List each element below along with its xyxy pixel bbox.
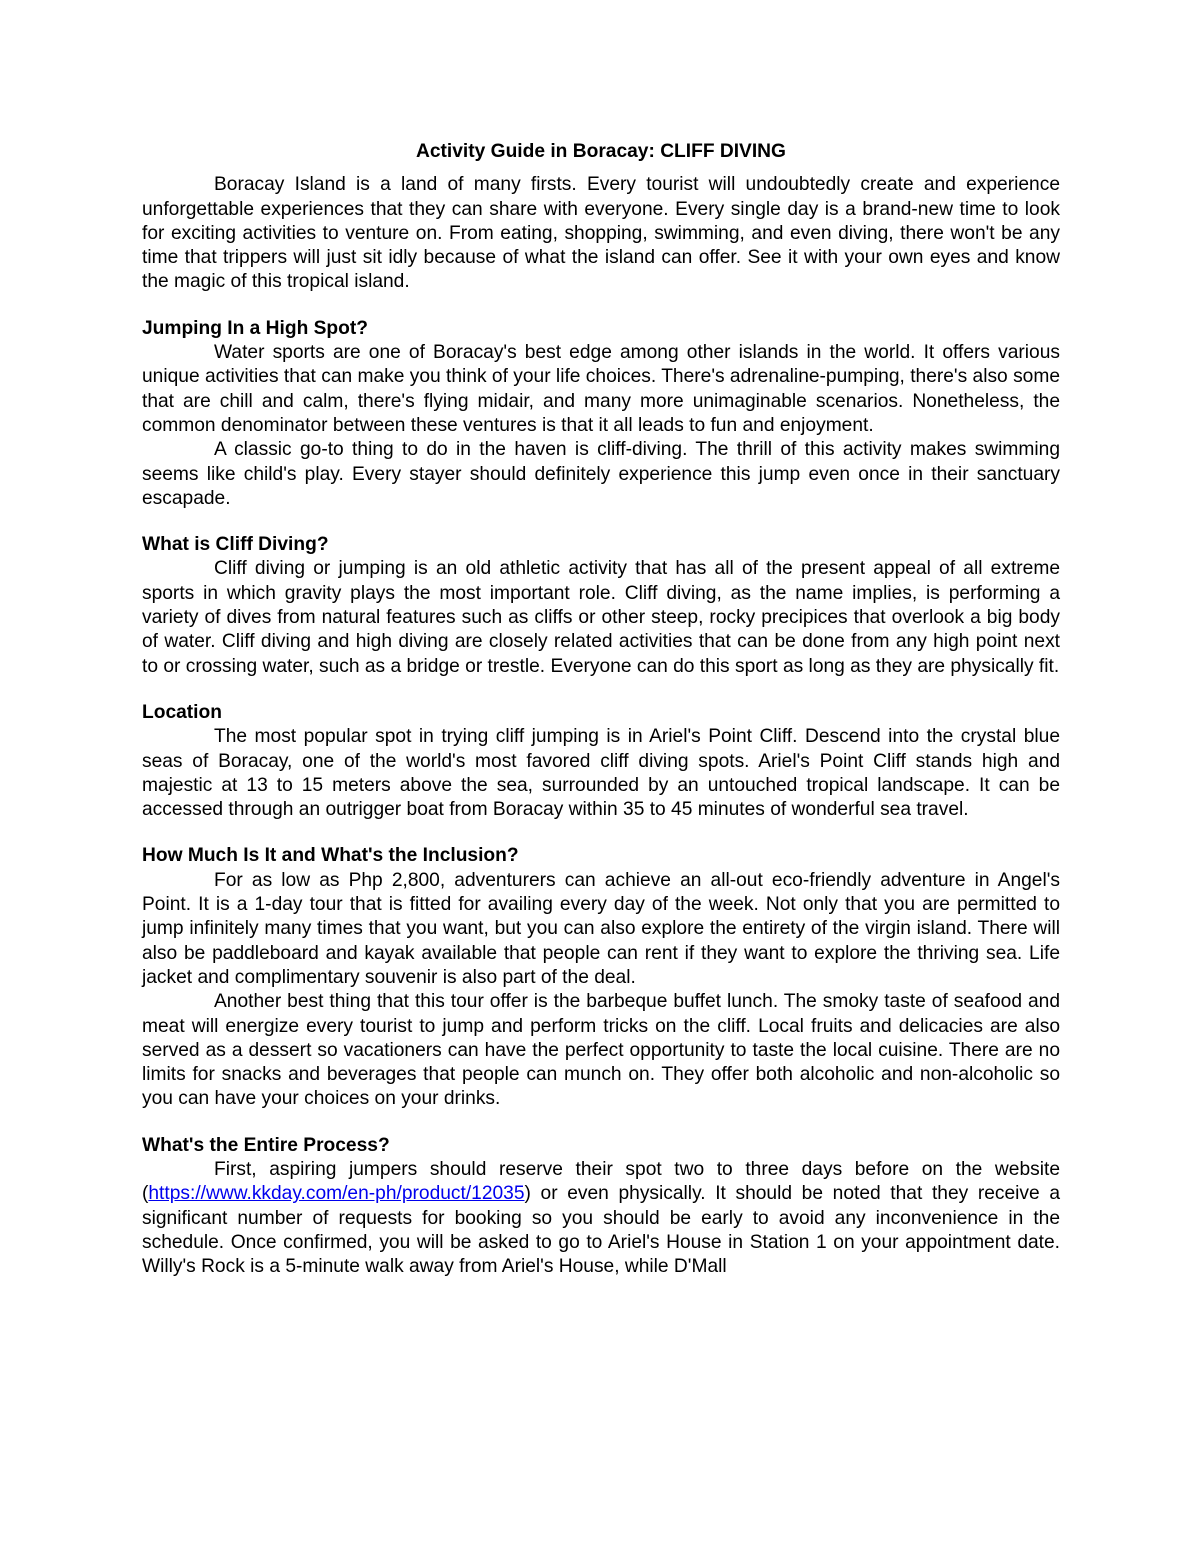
section-location	[142, 701, 1060, 822]
section-paragraph: For as low as Php 2,800, adventurers can achieve an all-out eco-friendly adventure in Angel's Point. It is a 1-day tour that is fitted for availing every day of the week. Not only that you are permitted to jump infinitely many times that you want, but you can also explore the entirety of the virgin island. There will also be paddleboard and kayak available that people can rent if they want to explore the thriving sea. Life jacket and complimentary souvenir is also part of the deal.	[142, 869, 1060, 988]
document-page	[142, 140, 1060, 1301]
intro-section	[142, 173, 1060, 294]
section-process	[142, 1134, 1060, 1280]
process-text-before-link: First, aspiring jumpers should reserve their spot two to three days before on the website (	[142, 1158, 1060, 1205]
section-paragraph: A classic go-to thing to do in the haven is cliff-diving. The thrill of this activity makes swimming seems like child's play. Every stayer should definitely experience this jump even once in their sanctuary escapade.	[142, 439, 1060, 509]
document-title: Activity Guide in Boracay: CLIFF DIVING	[416, 141, 786, 162]
section-heading: How Much Is It and What's the Inclusion?	[142, 845, 519, 867]
section-paragraph: Cliff diving or jumping is an old athletic activity that has all of the present appeal of all extreme sports in which gravity plays the most important role. Cliff diving, as the name implies, is performing a variety of dives from natural features such as cliffs or other steep, rocky precipices that overlook a big body of water. Cliff diving and high diving are closely related activities that can be done from any high point next to or crossing water, such as a bridge or trestle. Everyone can do this sport as long as they are physically fit.	[142, 558, 1060, 677]
kkday-product-link[interactable]: https://www.kkday.com/en-ph/product/12035	[148, 1183, 525, 1205]
process-text-after-link: ) or even physically. It should be noted that they receive a significant number of requests for booking so you should be early to avoid any inconvenience in the schedule. Once confirmed, you will be asked to go to Ariel's House in Station 1 on your appointment date. Willy's Rock is a 5-minute walk away from Ariel's House, while D'Mall	[142, 1183, 1060, 1278]
section-what-is-cliff-diving	[142, 533, 1060, 679]
section-heading: Jumping In a High Spot?	[142, 317, 368, 339]
section-heading: Location	[142, 701, 222, 723]
section-paragraph: Another best thing that this tour offer is the barbeque buffet lunch. The smoky taste of seafood and meat will energize every tourist to jump and perform tricks on the cliff. Local fruits and delicacies are also served as a dessert so vacationers can have the perfect opportunity to taste the local cuisine. There are no limits for snacks and beverages that people can munch on. They offer both alcoholic and non-alcoholic so you can have your choices on your drinks.	[142, 991, 1060, 1110]
process-paragraph	[142, 1158, 1060, 1279]
section-paragraph: The most popular spot in trying cliff jumping is in Ariel's Point Cliff. Descend into the crystal blue seas of Boracay, one of the world's most favored cliff diving spots. Ariel's Point Cliff stands high and majestic at 13 to 15 meters above the sea, surrounded by an untouched tropical landscape. It can be accessed through an outrigger boat from Boracay within 35 to 45 minutes of wonderful sea travel.	[142, 726, 1060, 821]
section-paragraph: Water sports are one of Boracay's best edge among other islands in the world. It offers various unique activities that can make you think of your life choices. There's adrenaline-pumping, there's also some that are chill and calm, there's flying midair, and many more unimaginable scenarios. Nonetheless, the common denominator between these ventures is that it all leads to fun and enjoyment.	[142, 342, 1060, 436]
section-heading: What is Cliff Diving?	[142, 534, 329, 556]
section-jumping	[142, 317, 1060, 511]
intro-paragraph: Boracay Island is a land of many firsts. Every tourist will undoubtedly create and experience unforgettable experiences that they can share with everyone. Every single day is a brand-new time to look for exciting activities to venture on. From eating, shopping, swimming, and even diving, there won't be any time that trippers will just sit idly because of what the island can offer. See it with your own eyes and know the magic of this tropical island.	[142, 174, 1060, 293]
section-heading: What's the Entire Process?	[142, 1134, 390, 1156]
section-price-inclusion	[142, 844, 1060, 1111]
